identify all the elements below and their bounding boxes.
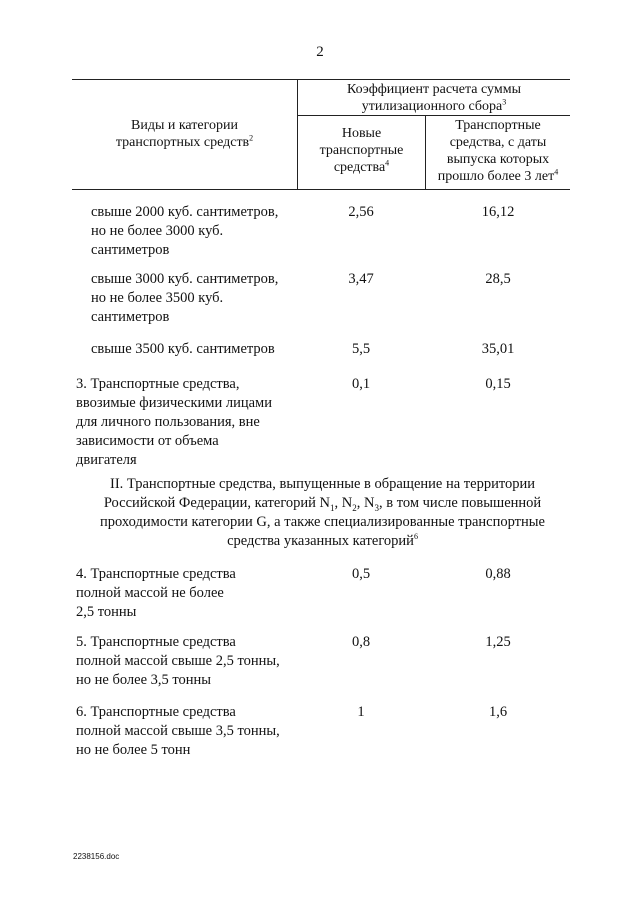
row-label-line: сантиметров bbox=[91, 309, 170, 325]
value-new: 3,47 bbox=[348, 271, 374, 287]
header-old-vehicles-line2: средства, с даты bbox=[449, 135, 547, 150]
footer-filename: 2238156.doc bbox=[73, 852, 120, 861]
row-label-line: но не более 3500 куб. bbox=[91, 290, 224, 306]
row-label bbox=[91, 203, 296, 260]
section-heading-line4 bbox=[70, 532, 575, 551]
row-label-line: 5. Транспортные средства bbox=[76, 634, 236, 650]
row-label bbox=[76, 703, 296, 760]
header-new-vehicles-line3 bbox=[298, 159, 425, 176]
section-text: Российской Федерации, категорий N bbox=[103, 495, 331, 511]
value-old: 28,5 bbox=[485, 271, 511, 287]
row-label-line: двигателя bbox=[76, 452, 137, 468]
header-old-vehicles-text: прошло более 3 лет bbox=[437, 169, 555, 184]
section-text: средства указанных категорий bbox=[227, 533, 414, 549]
header-coefficient-text: утилизационного сбора bbox=[361, 99, 503, 114]
value-new: 2,56 bbox=[348, 204, 374, 220]
page-number: 2 bbox=[316, 44, 324, 60]
subscript: 1 bbox=[330, 502, 335, 513]
section-heading bbox=[70, 475, 575, 551]
header-new-vehicles-text: средства bbox=[333, 160, 386, 175]
footnote-ref: 4 bbox=[554, 167, 559, 177]
value-old: 0,88 bbox=[485, 566, 511, 582]
row-label-line: но не более 3,5 тонны bbox=[76, 672, 212, 688]
header-sub-rule bbox=[297, 115, 570, 116]
value-new: 0,5 bbox=[351, 566, 371, 582]
value-new: 0,1 bbox=[351, 376, 371, 392]
section-text: , в том числе повышенной bbox=[379, 495, 542, 511]
header-old-vehicles-line4 bbox=[426, 168, 570, 185]
section-text: , N bbox=[334, 495, 353, 511]
row-label bbox=[76, 565, 296, 622]
row-label-line: полной массой не более bbox=[76, 585, 224, 601]
header-vehicle-types-text: транспортных средств bbox=[115, 135, 250, 150]
header-bottom-rule bbox=[72, 189, 570, 190]
value-old: 1,6 bbox=[488, 704, 508, 720]
section-heading-line3: проходимости категории G, а также специализированные транспортные bbox=[100, 514, 545, 530]
header-new-vehicles bbox=[298, 125, 425, 176]
row-label bbox=[91, 270, 296, 327]
row-label-line: для личного пользования, вне bbox=[76, 414, 260, 430]
subscript: 2 bbox=[352, 502, 357, 513]
header-coefficient-line2 bbox=[298, 98, 570, 115]
row-label-line: но не более 3000 куб. bbox=[91, 223, 224, 239]
header-vehicle-types-line1: Виды и категории bbox=[130, 118, 238, 133]
row-label bbox=[76, 633, 296, 690]
header-vehicle-types-line2 bbox=[72, 134, 297, 151]
subscript: 3 bbox=[374, 502, 379, 513]
row-label-line: зависимости от объема bbox=[76, 433, 219, 449]
row-label bbox=[91, 340, 296, 359]
row-label-line: свыше 2000 куб. сантиметров, bbox=[91, 204, 279, 220]
value-old: 16,12 bbox=[481, 204, 515, 220]
row-label-line: 2,5 тонны bbox=[76, 604, 137, 620]
row-label-line: свыше 3000 куб. сантиметров, bbox=[91, 271, 279, 287]
footnote-ref: 2 bbox=[249, 133, 254, 143]
row-label-line: полной массой свыше 3,5 тонны, bbox=[76, 723, 280, 739]
row-label-line: свыше 3500 куб. сантиметров bbox=[91, 341, 275, 357]
header-top-rule bbox=[72, 79, 570, 80]
header-vehicle-types bbox=[72, 117, 297, 151]
footnote-ref: 4 bbox=[385, 158, 390, 168]
footnote-ref: 6 bbox=[413, 532, 418, 542]
header-new-vehicles-line2: транспортные bbox=[319, 143, 404, 158]
section-heading-line1: II. Транспортные средства, выпущенные в обращение на территории bbox=[110, 476, 535, 492]
row-label-line: ввозимые физическими лицами bbox=[76, 395, 272, 411]
row-label-line: но не более 5 тонн bbox=[76, 742, 191, 758]
row-label-line: 6. Транспортные средства bbox=[76, 704, 236, 720]
section-text: , N bbox=[356, 495, 375, 511]
row-label-line: 3. Транспортные средства, bbox=[76, 376, 240, 392]
header-old-vehicles-line3: выпуска которых bbox=[446, 152, 550, 167]
header-new-vehicles-line1: Новые bbox=[341, 126, 382, 141]
value-new: 1 bbox=[357, 704, 365, 720]
value-new: 0,8 bbox=[351, 634, 371, 650]
header-old-vehicles bbox=[426, 117, 570, 185]
header-coefficient bbox=[298, 81, 570, 115]
header-coefficient-line1: Коэффициент расчета суммы bbox=[347, 82, 521, 97]
header-old-vehicles-line1: Транспортные bbox=[455, 118, 541, 133]
value-old: 1,25 bbox=[485, 634, 511, 650]
value-old: 35,01 bbox=[481, 341, 515, 357]
row-label-line: сантиметров bbox=[91, 242, 170, 258]
value-new: 5,5 bbox=[351, 341, 371, 357]
row-label-line: полной массой свыше 2,5 тонны, bbox=[76, 653, 280, 669]
section-heading-line2 bbox=[70, 494, 575, 513]
row-label-line: 4. Транспортные средства bbox=[76, 566, 236, 582]
value-old: 0,15 bbox=[485, 376, 511, 392]
footnote-ref: 3 bbox=[502, 97, 507, 107]
row-label bbox=[76, 375, 296, 470]
